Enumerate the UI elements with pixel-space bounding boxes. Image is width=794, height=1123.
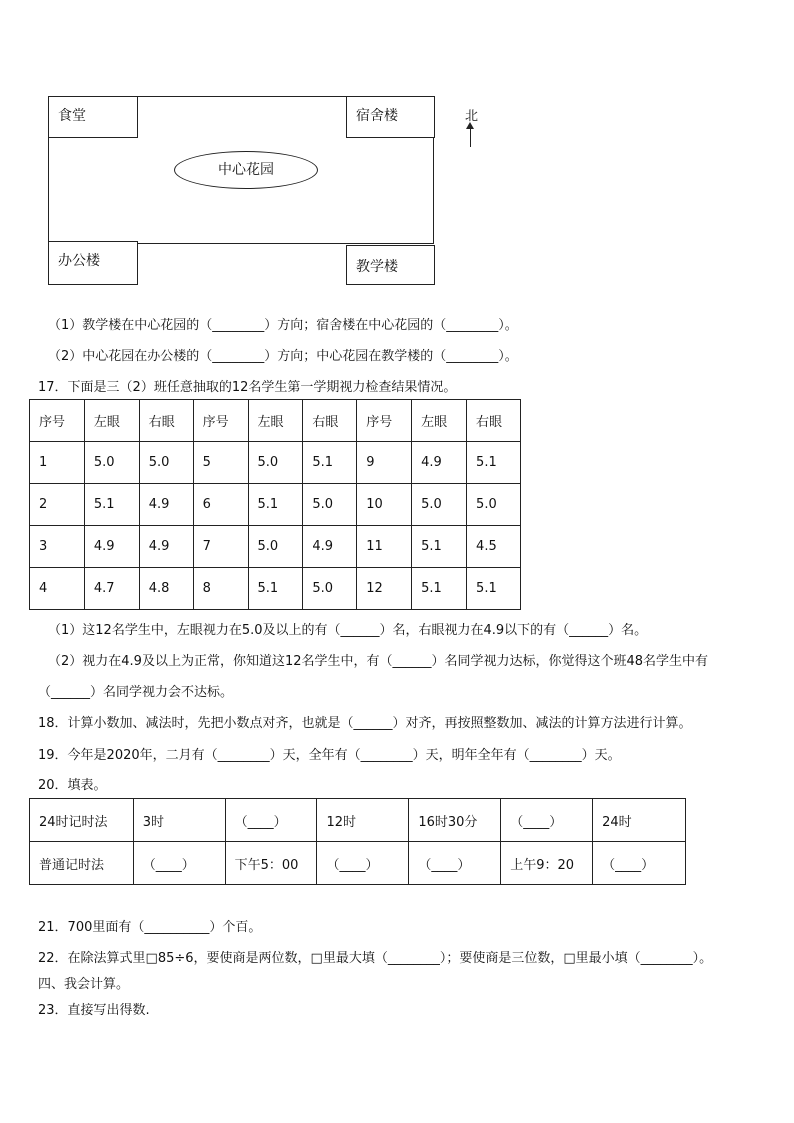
vision-header-cell: 右眼 — [467, 400, 521, 442]
q19-text: 19．今年是2020年，二月有（________）天，全年有（________）天，明年全年有（________）天。 — [38, 748, 621, 763]
vision-header-cell: 左眼 — [412, 400, 467, 442]
vision-cell: 5.1 — [412, 568, 467, 610]
time-cell: 16时30分 — [409, 799, 501, 842]
dormitory-label: 宿舍楼 — [356, 108, 398, 124]
vision-cell: 4.9 — [84, 526, 139, 568]
q22-text: 22．在除法算式里□85÷6，要使商是两位数，□里最大填（________）；要使商是三位数，□里最小填（________）。 — [38, 951, 713, 966]
time-answer-blank[interactable]: （____） — [133, 842, 225, 885]
vision-header-cell: 序号 — [357, 400, 412, 442]
time-row-2 — [30, 842, 686, 885]
vision-row — [30, 442, 521, 484]
q16-line2: （2）中心花园在办公楼的（________）方向；中心花园在教学楼的（________）。 — [48, 349, 518, 364]
vision-cell: 11 — [357, 526, 412, 568]
vision-cell: 5.0 — [248, 526, 303, 568]
office-box — [48, 241, 138, 285]
time-cell: 24时 — [593, 799, 686, 842]
vision-header-cell: 右眼 — [303, 400, 357, 442]
dormitory-box — [346, 96, 435, 138]
vision-cell: 5.0 — [412, 484, 467, 526]
vision-row — [30, 526, 521, 568]
vision-cell: 9 — [357, 442, 412, 484]
vision-cell: 5.0 — [139, 442, 193, 484]
north-label: 北 — [465, 109, 479, 124]
time-cell: 下午5：00 — [225, 842, 317, 885]
vision-cell: 5.0 — [248, 442, 303, 484]
office-label: 办公楼 — [58, 253, 100, 269]
vision-cell: 5.1 — [248, 484, 303, 526]
time-answer-blank[interactable]: （____） — [225, 799, 317, 842]
vision-header-cell: 右眼 — [139, 400, 193, 442]
vision-cell: 5 — [193, 442, 248, 484]
garden-ellipse — [174, 151, 318, 189]
vision-cell: 4.9 — [303, 526, 357, 568]
vision-cell: 4.9 — [139, 526, 193, 568]
canteen-box — [48, 96, 138, 138]
vision-cell: 2 — [30, 484, 85, 526]
vision-cell: 5.1 — [467, 442, 521, 484]
canteen-label: 食堂 — [58, 108, 86, 124]
time-cell: 12时 — [317, 799, 409, 842]
vision-cell: 7 — [193, 526, 248, 568]
vision-cell: 5.0 — [303, 568, 357, 610]
vision-cell: 8 — [193, 568, 248, 610]
vision-cell: 5.1 — [84, 484, 139, 526]
time-cell: 3时 — [133, 799, 225, 842]
vision-cell: 4 — [30, 568, 85, 610]
time-answer-blank[interactable]: （____） — [593, 842, 686, 885]
vision-cell: 5.0 — [303, 484, 357, 526]
q17-title: 17．下面是三（2）班任意抽取的12名学生第一学期视力检查结果情况。 — [38, 380, 457, 395]
q20-title: 20．填表。 — [38, 778, 107, 793]
q18-text: 18．计算小数加、减法时，先把小数点对齐，也就是（______）对齐，再按照整数加、减法的计算方法进行计算。 — [38, 716, 692, 731]
teaching-label: 教学楼 — [356, 259, 398, 275]
time-answer-blank[interactable]: （____） — [317, 842, 409, 885]
vision-cell: 3 — [30, 526, 85, 568]
vision-header-cell: 序号 — [30, 400, 85, 442]
vision-row — [30, 484, 521, 526]
vision-cell: 10 — [357, 484, 412, 526]
vision-cell: 4.9 — [139, 484, 193, 526]
time-table — [29, 798, 686, 885]
vision-header-cell: 左眼 — [84, 400, 139, 442]
q16-line1: （1）教学楼在中心花园的（________）方向；宿舍楼在中心花园的（________）。 — [48, 318, 518, 333]
vision-header-row — [30, 400, 521, 442]
vision-cell: 4.9 — [412, 442, 467, 484]
time-cell: 上午9：20 — [501, 842, 593, 885]
q17-line3: （______）名同学视力会不达标。 — [38, 685, 234, 700]
time-cell: 24时记时法 — [30, 799, 134, 842]
vision-cell: 5.1 — [248, 568, 303, 610]
q17-line1: （1）这12名学生中，左眼视力在5.0及以上的有（______）名，右眼视力在4.9以下的有（______）名。 — [48, 623, 648, 638]
vision-cell: 12 — [357, 568, 412, 610]
time-answer-blank[interactable]: （____） — [501, 799, 593, 842]
vision-cell: 4.8 — [139, 568, 193, 610]
vision-table — [29, 399, 521, 610]
time-answer-blank[interactable]: （____） — [409, 842, 501, 885]
vision-cell: 4.7 — [84, 568, 139, 610]
vision-cell: 5.0 — [467, 484, 521, 526]
vision-cell: 5.0 — [84, 442, 139, 484]
q17-line2: （2）视力在4.9及以上为正常，你知道这12名学生中，有（______）名同学视力达标，你觉得这个班48名学生中有 — [48, 654, 709, 669]
vision-cell: 5.1 — [303, 442, 357, 484]
section-4-heading: 四、我会计算。 — [38, 977, 130, 992]
vision-cell: 1 — [30, 442, 85, 484]
q23-text: 23．直接写出得数. — [38, 1003, 150, 1018]
time-cell: 普通记时法 — [30, 842, 134, 885]
time-row-1 — [30, 799, 686, 842]
q21-text: 21．700里面有（__________）个百。 — [38, 920, 262, 935]
vision-cell: 4.5 — [467, 526, 521, 568]
vision-header-cell: 序号 — [193, 400, 248, 442]
garden-label: 中心花园 — [218, 162, 274, 178]
vision-header-cell: 左眼 — [248, 400, 303, 442]
teaching-box — [346, 245, 435, 285]
vision-row — [30, 568, 521, 610]
vision-cell: 5.1 — [412, 526, 467, 568]
vision-cell: 6 — [193, 484, 248, 526]
north-arrow-icon — [470, 124, 471, 147]
vision-cell: 5.1 — [467, 568, 521, 610]
